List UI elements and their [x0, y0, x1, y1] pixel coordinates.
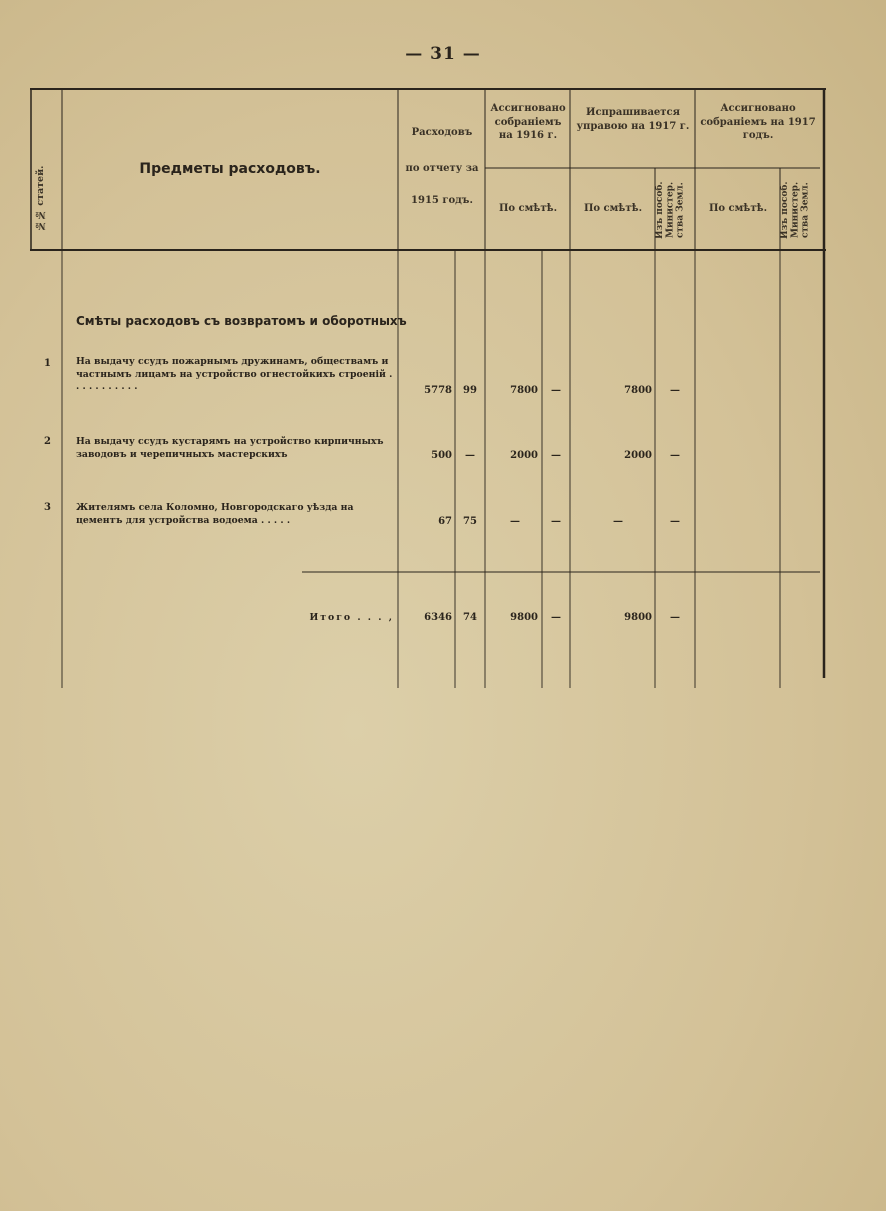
row-text: На выдачу ссудъ кустарямъ на устройство кирпичныхъ заводовъ и черепичныхъ мастерскихъ [76, 436, 384, 460]
row-number: 3 [44, 502, 51, 513]
row-1917-kop: — [670, 516, 680, 527]
header-assigned-1917: Ассигновано собранiемъ на 1917 годъ. [700, 103, 816, 141]
total-1915-kop: 74 [463, 612, 477, 623]
header-1915-line2: по отчету за [405, 163, 479, 174]
row-1915-kop: — [465, 450, 475, 461]
total-1916-rub: 9800 [510, 612, 538, 623]
section-title: Смѣты расходовъ съ возвратомъ и оборотныхъ [76, 314, 407, 328]
header-items: Предметы расходовъ. [139, 161, 321, 177]
total-1917-rub: 9800 [624, 612, 652, 623]
row-1917-kop: — [670, 385, 680, 396]
row-1917-rub: 7800 [624, 385, 652, 396]
row-1915-rub: 500 [431, 450, 452, 461]
header-number: №№ статей. [35, 165, 46, 231]
row-1916-kop: — [551, 450, 561, 461]
row-1916-rub: 2000 [510, 450, 538, 461]
total-1916-kop: — [551, 612, 561, 623]
row-1915-rub: 5778 [424, 385, 452, 396]
budget-table [30, 88, 826, 688]
row-number: 2 [44, 436, 51, 447]
row-text: Жителямъ села Коломно, Новгородскаго уѣзда на цементъ для устройства водоема . . . . . [76, 502, 354, 526]
row-1915-rub: 67 [438, 516, 452, 527]
row-1916-kop: — [551, 516, 561, 527]
header-1915-line1: Расходовъ [411, 127, 473, 138]
row-1916-kop: — [551, 385, 561, 396]
row-1917-rub: — [613, 516, 623, 527]
header-assigned-1916: Ассигновано собранiемъ на 1916 г. [490, 103, 566, 141]
total-1915-rub: 6346 [424, 612, 452, 623]
header-po-smete-1917b: По смѣтѣ. [708, 203, 768, 214]
row-1915-kop: 75 [463, 516, 477, 527]
row-1917-rub: 2000 [624, 450, 652, 461]
header-iz-posob-1917b: Изъ пособ. Министер. ства Земл. [780, 181, 811, 239]
header-po-smete-1917: По смѣтѣ. [583, 203, 643, 214]
header-1915-line3: 1915 годъ. [411, 195, 473, 206]
page-number: — 31 — [405, 44, 481, 64]
header-iz-posob-1917: Изъ пособ. Министер. ства Земл. [655, 181, 686, 239]
header-po-smete-1916: По смѣтѣ. [498, 203, 558, 214]
row-number: 1 [44, 358, 51, 369]
total-label: Итого . . . , [309, 612, 394, 623]
row-1916-rub: — [510, 516, 520, 527]
row-1915-kop: 99 [463, 385, 477, 396]
row-1916-rub: 7800 [510, 385, 538, 396]
row-text: На выдачу ссудъ пожарнымъ дружинамъ, обществамъ и частнымъ лицамъ на устройство огнестойкихъ строенiй . . . . . . . . . . . [76, 356, 393, 393]
row-1917-kop: — [670, 450, 680, 461]
header-requested-1917: Испрашивается управою на 1917 г. [576, 107, 690, 132]
total-1917-kop: — [670, 612, 680, 623]
